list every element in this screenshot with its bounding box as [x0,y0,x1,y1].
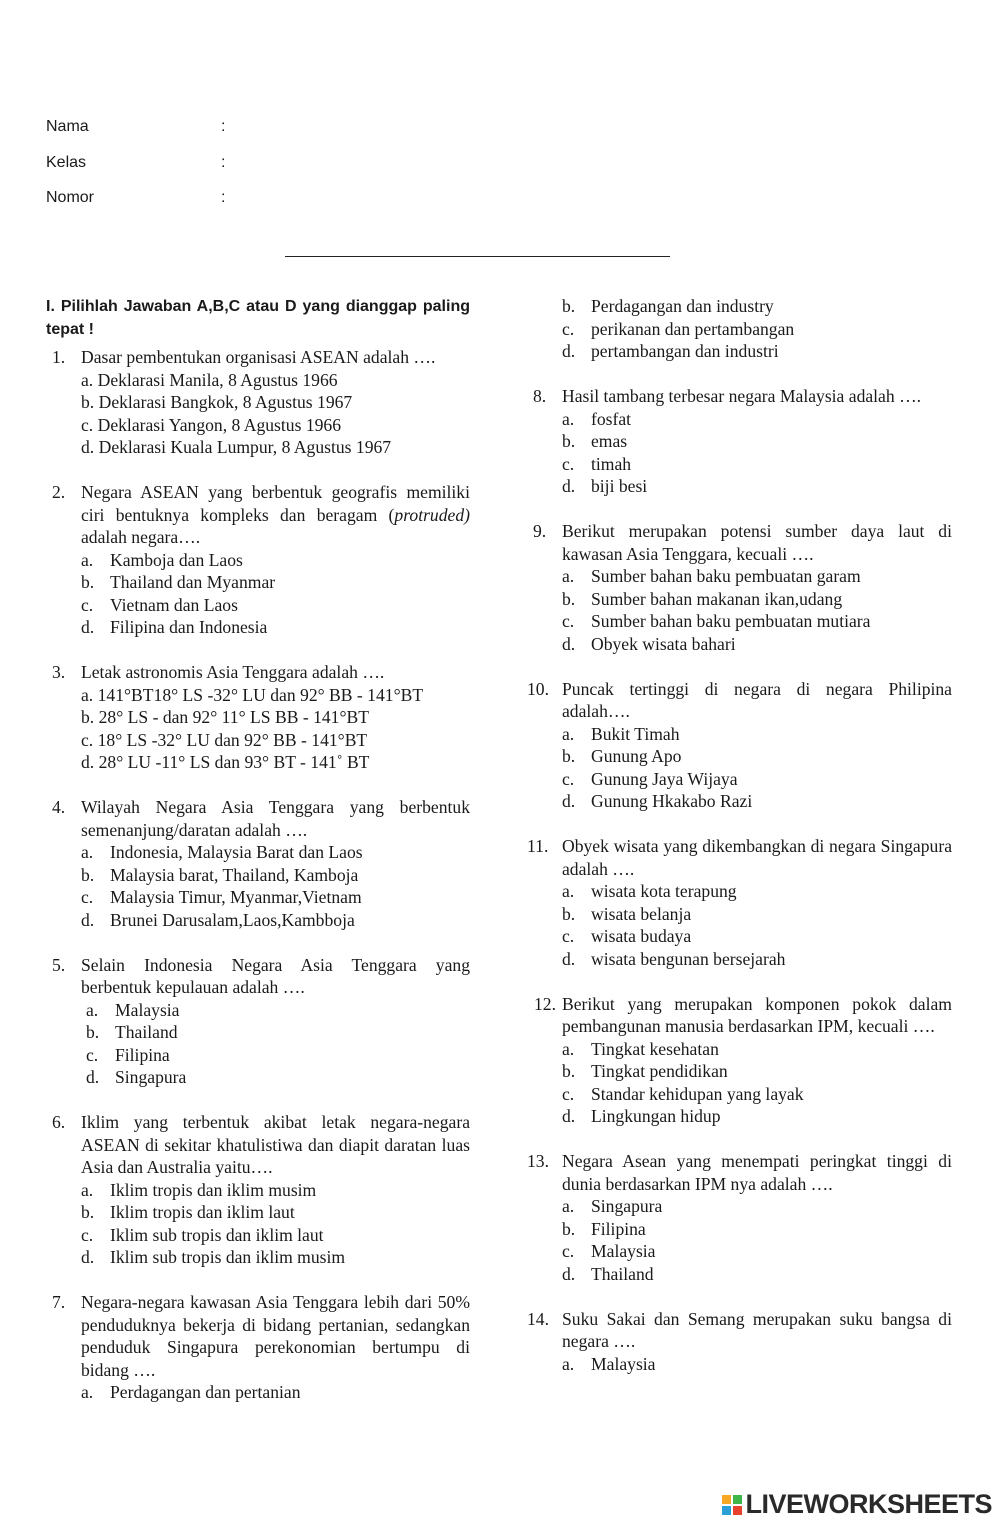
logo-square-green [733,1495,742,1504]
option-letter: a. [81,1382,94,1402]
option-text: Sumber bahan makanan ikan,udang [591,588,843,609]
question-text: Negara-negara kawasan Asia Tenggara lebih dari 50% penduduknya bekerja di bidang pertanian, sedangkan penduduk Singapura perekonomian bertumpu di bidang …. [81,1292,470,1380]
option-d[interactable] [562,1263,952,1286]
option-c[interactable] [562,925,952,948]
liveworksheets-logo[interactable] [722,1489,992,1520]
option-text: Malaysia Timur, Myanmar,Vietnam [110,887,362,907]
option-text: Bukit Timah [591,723,680,744]
question-number: 8. [533,386,547,406]
option-b[interactable] [81,391,470,414]
option-letter: d. [81,752,95,772]
number-label: Nomor [46,189,95,206]
question-text-italic: protruded) [394,504,470,525]
question-text: Berikut yang merupakan komponen pokok dalam pembangunan manusia berdasarkan IPM, kecuali …. [562,993,952,1036]
option-letter: a. [86,999,99,1020]
option-c[interactable] [81,594,470,617]
option-letter: a. [562,1353,575,1374]
option-c[interactable] [81,729,470,752]
option-letter: c. [81,887,94,907]
option-text: Lingkungan hidup [591,1106,721,1126]
option-d[interactable] [562,475,952,498]
option-d[interactable] [81,751,470,774]
option-letter: c. [562,1083,575,1104]
option-letter: c. [86,1044,99,1065]
option-letter: a. [562,723,575,744]
option-letter: c. [562,768,575,789]
option-text: Gunung Jaya Wijaya [591,768,738,789]
question-text: Hasil tambang terbesar negara Malaysia adalah …. [562,386,922,406]
option-d[interactable] [81,616,470,639]
option-letter: d. [81,617,95,637]
option-c[interactable] [81,1224,470,1247]
option-d[interactable] [81,1246,470,1269]
option-text: Sumber bahan baku pembuatan mutiara [591,611,871,631]
question-text [81,481,470,549]
option-text: Kamboja dan Laos [110,549,243,570]
option-text: Thailand dan Myanmar [110,572,276,592]
question-10 [527,678,952,813]
question-number: 3. [52,662,66,682]
option-a[interactable] [562,1353,952,1376]
option-letter: d. [81,437,95,457]
option-letter: a. [81,369,94,390]
option-text: Iklim tropis dan iklim musim [110,1179,317,1200]
option-letter: b. [86,1022,100,1042]
header-divider [285,256,670,257]
number-field-row [46,189,225,207]
option-text: Brunei Darusalam,Laos,Kambboja [110,909,355,930]
question-7 [46,1291,470,1404]
option-text: wisata kota terapung [591,881,737,901]
option-letter: b. [81,864,95,885]
question-8 [527,385,952,498]
question-7-continued [527,295,952,363]
option-a[interactable] [86,999,470,1022]
option-letter: d. [562,948,576,969]
question-text: Puncak tertinggi di negara di negara Philipina adalah…. [562,678,952,721]
option-letter: d. [562,633,576,654]
question-number: 14. [527,1308,549,1329]
option-d[interactable] [562,1105,952,1128]
class-colon: : [221,154,226,171]
instruction: I. Pilihlah Jawaban A,B,C atau D yang dianggap paling tepat ! [46,298,470,338]
option-letter: a. [81,684,94,705]
option-letter: d. [81,1247,95,1267]
option-d[interactable] [562,790,952,813]
option-text: Filipina [591,1218,646,1239]
option-letter: a. [81,549,94,570]
option-text: Thailand [591,1263,654,1284]
question-text: Berikut merupakan potensi sumber daya laut di kawasan Asia Tenggara, kecuali …. [562,521,952,564]
option-text: Singapura [591,1196,663,1216]
option-letter: d. [562,341,576,361]
option-letter: b. [562,588,576,609]
option-text: Deklarasi Manila, 8 Agustus 1966 [97,369,338,390]
option-text: pertambangan dan industri [591,341,779,361]
question-number: 10. [527,678,549,699]
option-b[interactable] [86,1021,470,1044]
option-letter: b. [562,1061,576,1081]
option-b[interactable] [562,1218,952,1241]
option-text: Malaysia [591,1241,656,1261]
option-b[interactable] [81,1201,470,1224]
option-text: wisata bengunan bersejarah [591,948,786,969]
name-label: Nama [46,118,89,135]
option-text: 28° LU -11° LS dan 93° BT - 141˚ BT [98,752,370,772]
option-letter: d. [562,1106,576,1126]
name-colon: : [221,118,226,135]
option-text: Tingkat pendidikan [591,1061,728,1081]
option-a[interactable] [562,880,952,903]
option-letter: b. [562,431,576,451]
question-5 [46,954,470,1089]
question-text: Selain Indonesia Negara Asia Tenggara yang berbentuk kepulauan adalah …. [81,954,470,997]
option-letter: c. [562,453,575,474]
question-text-part: adalah negara…. [81,527,201,547]
question-text: Letak astronomis Asia Tenggara adalah …. [81,662,385,682]
option-text: Malaysia [115,999,180,1020]
option-letter: b. [81,392,95,412]
option-text: Malaysia [591,1353,656,1374]
option-d[interactable] [81,909,470,932]
option-text: Malaysia barat, Thailand, Kamboja [110,864,359,885]
option-letter: a. [81,1179,94,1200]
name-field-row [46,118,225,136]
option-a[interactable] [81,549,470,572]
option-b[interactable] [562,430,952,453]
question-4 [46,796,470,931]
question-number: 11. [527,836,549,856]
option-a[interactable] [562,1038,952,1061]
option-letter: d. [86,1067,100,1087]
option-c[interactable] [562,318,952,341]
option-text: perikanan dan pertambangan [591,318,795,339]
question-text: Iklim yang terbentuk akibat letak negara-negara ASEAN di sekitar khatulistiwa dan diapit daratan luas Asia dan Australia yaitu…. [81,1112,470,1177]
option-text: Deklarasi Kuala Lumpur, 8 Agustus 1967 [98,437,392,457]
option-c[interactable] [81,414,470,437]
option-text: 18° LS -32° LU dan 92° BB - 141°BT [97,729,368,750]
option-letter: a. [562,1038,575,1059]
option-b[interactable] [81,706,470,729]
option-a[interactable] [562,408,952,431]
option-letter: b. [562,746,576,766]
option-c[interactable] [81,886,470,909]
option-letter: d. [562,1263,576,1284]
option-b[interactable] [81,571,470,594]
option-b[interactable] [562,1060,952,1083]
option-d[interactable] [562,633,952,656]
option-text: Iklim sub tropis dan iklim musim [110,1247,346,1267]
liveworksheets-logo-text: LIVEWORKSHEETS [745,1489,992,1519]
question-text: Negara Asean yang menempati peringkat tinggi di dunia berdasarkan IPM nya adalah …. [562,1151,952,1194]
option-text: Standar kehidupan yang layak [591,1083,804,1104]
option-letter: d. [81,909,95,930]
option-text: Indonesia, Malaysia Barat dan Laos [110,842,363,862]
question-13 [527,1150,952,1285]
question-number: 2. [52,482,66,502]
question-14 [527,1308,952,1376]
question-12 [527,993,952,1128]
option-c[interactable] [86,1044,470,1067]
option-text: Obyek wisata bahari [591,633,736,654]
option-a[interactable] [81,369,470,392]
option-text: Deklarasi Yangon, 8 Agustus 1966 [97,414,342,435]
option-text: Filipina dan Indonesia [110,617,268,637]
question-number: 13. [527,1151,549,1171]
question-number: 5. [52,954,66,975]
option-a[interactable] [81,1179,470,1202]
option-text: Gunung Hkakabo Razi [591,791,753,811]
option-c[interactable] [562,1083,952,1106]
option-text: Vietnam dan Laos [110,594,238,615]
option-c[interactable] [562,1240,952,1263]
option-letter: d. [562,476,576,496]
option-text: wisata budaya [591,926,692,946]
option-a[interactable] [81,684,470,707]
option-letter: c. [81,729,94,750]
question-text: Wilayah Negara Asia Tenggara yang berbentuk semenanjung/daratan adalah …. [81,797,470,840]
option-text: Perdagangan dan industry [591,296,774,316]
option-text: fosfat [591,408,632,429]
option-a[interactable] [81,1381,470,1404]
option-letter: a. [81,842,94,862]
option-d[interactable] [86,1066,470,1089]
option-text: Iklim sub tropis dan iklim laut [110,1224,324,1245]
option-text: Gunung Apo [591,746,682,766]
option-text: Deklarasi Bangkok, 8 Agustus 1967 [98,392,353,412]
option-text: Thailand [115,1022,178,1042]
option-c[interactable] [562,768,952,791]
option-text: Iklim tropis dan iklim laut [110,1202,295,1222]
option-text: timah [591,453,632,474]
option-letter: c. [81,594,94,615]
right-column [527,295,952,1375]
option-c[interactable] [562,610,952,633]
option-letter: a. [562,408,575,429]
question-11 [527,835,952,970]
number-colon: : [221,189,226,206]
option-letter: d. [562,791,576,811]
question-text-part: Negara ASEAN yang berbentuk geografis memiliki ciri bentuknya kompleks dan beragam ( [81,482,470,525]
question-number: 1. [52,347,66,367]
question-text: Dasar pembentukan organisasi ASEAN adalah …. [81,347,436,367]
option-text: Sumber bahan baku pembuatan garam [591,566,861,586]
option-letter: c. [562,1241,575,1261]
question-1 [46,346,470,459]
logo-square-red [733,1506,742,1515]
option-letter: b. [562,296,576,316]
option-a[interactable] [562,723,952,746]
question-2 [46,481,470,639]
option-d[interactable] [81,436,470,459]
option-text: 141°BT18° LS -32° LU dan 92° BB - 141°BT [97,684,424,705]
option-text: biji besi [591,476,648,496]
option-letter: c. [562,926,575,946]
option-letter: a. [562,566,575,586]
option-letter: b. [562,903,576,924]
option-b[interactable] [562,903,952,926]
option-a[interactable] [81,841,470,864]
question-9 [527,520,952,655]
option-text: Filipina [115,1044,170,1065]
question-text: Obyek wisata yang dikembangkan di negara Singapura adalah …. [562,836,952,879]
option-text: Singapura [115,1067,187,1087]
option-text: Perdagangan dan pertanian [110,1382,301,1402]
question-text: Suku Sakai dan Semang merupakan suku bangsa di negara …. [562,1308,952,1351]
option-letter: b. [562,1218,576,1239]
option-b[interactable] [562,588,952,611]
option-d[interactable] [562,340,952,363]
question-3 [46,661,470,774]
option-letter: c. [562,611,575,631]
option-letter: b. [81,572,95,592]
option-a[interactable] [562,565,952,588]
option-text: 28° LS - dan 92° 11° LS BB - 141°BT [98,707,369,727]
option-d[interactable] [562,948,952,971]
option-letter: c. [562,318,575,339]
question-number: 4. [52,797,66,817]
class-label: Kelas [46,154,87,171]
question-6 [46,1111,470,1269]
option-text: Tingkat kesehatan [591,1038,719,1059]
option-b[interactable] [81,864,470,887]
option-letter: a. [562,1196,575,1216]
option-letter: c. [81,414,94,435]
option-c[interactable] [562,453,952,476]
question-number: 6. [52,1112,66,1132]
option-letter: c. [81,1224,94,1245]
option-letter: a. [562,881,575,901]
option-letter: b. [81,1202,95,1222]
question-number: 9. [533,521,547,541]
liveworksheets-logo-icon [722,1495,742,1515]
class-field-row [46,154,225,172]
option-letter: b. [81,707,95,727]
option-b[interactable] [562,295,952,318]
option-text: emas [591,431,628,451]
option-a[interactable] [562,1195,952,1218]
logo-square-orange [722,1495,731,1504]
option-text: wisata belanja [591,903,692,924]
left-column [46,295,470,1404]
option-b[interactable] [562,745,952,768]
question-number: 7. [52,1292,66,1312]
question-number: 12. [534,993,556,1014]
logo-square-blue [722,1506,731,1515]
